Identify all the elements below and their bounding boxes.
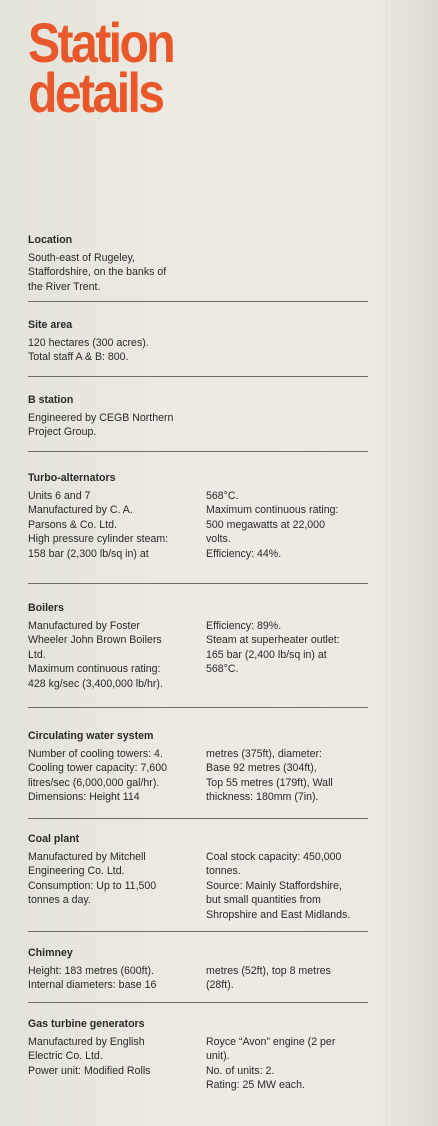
column-right: metres (52ft), top 8 metres (28ft). (206, 964, 331, 992)
section-heading: Gas turbine generators (28, 1018, 145, 1030)
section-heading: Location (28, 234, 73, 246)
divider (28, 1002, 368, 1003)
section-heading: Circulating water system (28, 730, 154, 742)
column-right: Coal stock capacity: 450,000 tonnes. Source: Mainly Staffordshire, but small quantities from Shropshire and East Midlands. (206, 850, 351, 921)
divider (28, 376, 368, 377)
section-heading: Coal plant (28, 833, 80, 845)
section-site-area (28, 318, 368, 365)
column-right: metres (375ft), diameter: Base 92 metres (304ft), Top 55 metres (179ft), Wall thickness: 180mm (7in). (206, 747, 333, 804)
divider (28, 583, 368, 584)
column-left: Units 6 and 7 Manufactured by C. A. Parsons & Co. Ltd. High pressure cylinder steam: 158 bar (2,300 lb/sq in) at (28, 489, 169, 560)
section-circulating-water (28, 729, 368, 805)
section-text: 120 hectares (300 acres). Total staff A & B: 800. (28, 336, 149, 364)
title-line-1: Station (28, 11, 174, 74)
section-heading: Boilers (28, 602, 64, 614)
section-boilers (28, 601, 368, 692)
section-coal-plant (28, 832, 368, 923)
column-right: Royce “Avon” engine (2 per unit). No. of units: 2. Rating: 25 MW each. (206, 1035, 336, 1092)
section-heading: B station (28, 394, 74, 406)
column-left: Manufactured by English Electric Co. Ltd. Power unit: Modified Rolls (28, 1035, 151, 1077)
section-location (28, 233, 368, 294)
section-text: Engineered by CEGB Northern Project Group. (28, 411, 174, 439)
section-turbo-alternators (28, 471, 368, 562)
divider (28, 818, 368, 819)
divider (28, 707, 368, 708)
section-b-station (28, 393, 368, 440)
divider (28, 301, 368, 302)
column-left: Height: 183 metres (600ft). Internal diameters: base 16 (28, 964, 157, 992)
title-line-2: details (28, 61, 163, 124)
column-right: Efficiency: 89%. Steam at superheater outlet: 165 bar (2,400 lb/sq in) at 568°C. (206, 619, 340, 676)
page-title (28, 11, 174, 124)
divider (28, 931, 368, 932)
section-text: South-east of Rugeley, Staffordshire, on the banks of the River Trent. (28, 251, 167, 293)
page-fold (386, 0, 388, 1126)
divider (28, 451, 368, 452)
section-gas-turbine (28, 1017, 368, 1093)
section-chimney (28, 946, 368, 993)
column-left: Number of cooling towers: 4. Cooling tower capacity: 7,600 litres/sec (6,000,000 gal/hr). Dimensions: Height 114 (28, 747, 167, 804)
section-heading: Chimney (28, 947, 73, 959)
column-right: 568°C. Maximum continuous rating: 500 megawatts at 22,000 volts. Efficiency: 44%. (206, 489, 339, 560)
section-heading: Turbo-alternators (28, 472, 116, 484)
section-heading: Site area (28, 319, 73, 331)
column-left: Manufactured by Mitchell Engineering Co. Ltd. Consumption: Up to 11,500 tonnes a day. (28, 850, 157, 907)
column-left: Manufactured by Foster Wheeler John Brown Boilers Ltd. Maximum continuous rating: 428 kg/sec (3,400,000 lb/hr). (28, 619, 163, 690)
